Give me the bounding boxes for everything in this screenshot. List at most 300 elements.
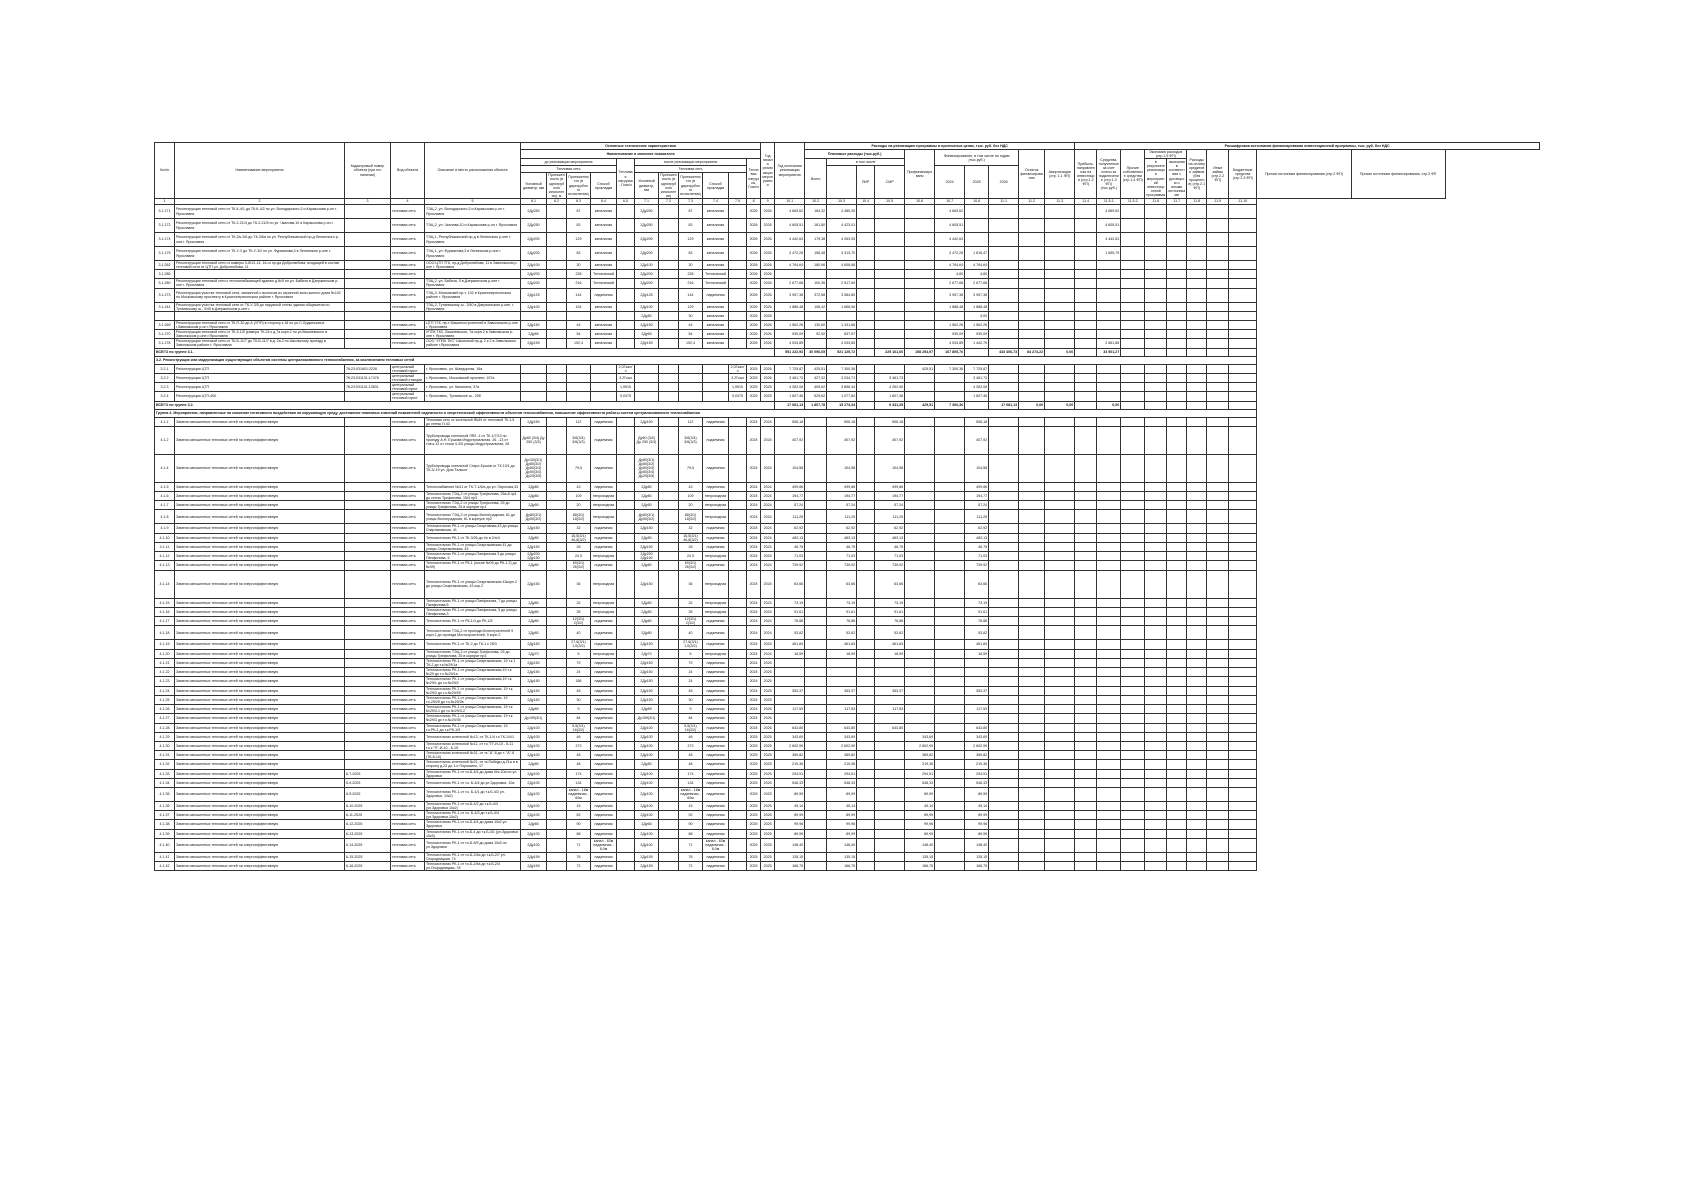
- table-cell: [1045, 247, 1075, 261]
- table-cell: [729, 607, 747, 616]
- table-cell: [1019, 364, 1045, 373]
- table-cell: [1229, 392, 1257, 401]
- table-cell: [989, 279, 1019, 288]
- table-cell: [1167, 862, 1187, 871]
- table-cell: Теплоисточник РК-1 от улицы Спартаковская, 19 т.к.№29/2 до т.к.№29/2б: [425, 686, 521, 695]
- table-cell: [805, 501, 827, 510]
- table-cell: [659, 561, 679, 570]
- group-total-value: [1075, 348, 1097, 356]
- table-cell: 89,99: [905, 787, 935, 801]
- table-cell: [1097, 570, 1121, 598]
- column-number: 11.4: [1075, 199, 1097, 205]
- table-cell: [1097, 330, 1121, 339]
- table-cell: тепловая сеть: [391, 741, 425, 750]
- table-cell: 2025: [747, 829, 761, 838]
- column-header: Прибыль, направленная на инвестиции (стр.1.2 ФП): [1075, 150, 1097, 199]
- table-cell: [857, 769, 875, 778]
- table-cell: Замена изношенных тепловых сетей на энергоэффективную: [175, 838, 345, 852]
- table-cell: 294,51: [905, 769, 935, 778]
- table-cell: [1229, 288, 1257, 302]
- table-cell: 2024: [747, 570, 761, 598]
- table-cell: 117,53: [827, 705, 857, 714]
- table-cell: 18,59: [775, 649, 805, 658]
- table-cell: 353,37: [965, 686, 989, 695]
- table-cell: 6-13-2025: [345, 829, 391, 838]
- table-cell: 57,24: [775, 501, 805, 510]
- table-cell: 76,88: [965, 617, 989, 626]
- table-cell: 3.1.280: [155, 279, 175, 288]
- table-cell: [1045, 649, 1075, 658]
- table-cell: [1207, 270, 1229, 279]
- table-cell: [617, 482, 635, 491]
- table-cell: 2025: [761, 852, 775, 861]
- table-cell: 30: [679, 311, 703, 320]
- table-cell: [1097, 373, 1121, 382]
- table-cell: [905, 658, 935, 667]
- table-cell: [1145, 640, 1167, 649]
- table-cell: [729, 302, 747, 311]
- table-cell: [1187, 598, 1207, 607]
- table-cell: [345, 501, 391, 510]
- table-cell: [989, 723, 1019, 732]
- table-cell: [345, 320, 391, 329]
- table-cell: [1145, 732, 1167, 741]
- table-cell: 2Ду89: [635, 705, 659, 714]
- table-cell: [1167, 302, 1187, 311]
- table-cell: надземная: [703, 778, 729, 787]
- table-cell: 4.1.41: [155, 852, 175, 861]
- table-cell: [1145, 829, 1167, 838]
- table-cell: [1229, 552, 1257, 561]
- column-header: [827, 166, 857, 199]
- table-cell: [805, 705, 827, 714]
- table-cell: 3.2.3: [155, 383, 175, 392]
- table-cell: [1229, 829, 1257, 838]
- table-cell: [905, 501, 935, 510]
- table-cell: Реконструкция тепловой сети от ТК-К-4/1 до ТК-К-4/2 по ул. Володарского,3 и Каракозова р-он г. Ярославля: [175, 205, 345, 219]
- table-cell: [345, 677, 391, 686]
- table-cell: [905, 705, 935, 714]
- table-cell: [935, 417, 965, 426]
- table-cell: [905, 598, 935, 607]
- table-cell: [547, 617, 567, 626]
- table-cell: канальная: [591, 205, 617, 219]
- table-cell: [345, 607, 391, 616]
- table-cell: [1207, 705, 1229, 714]
- table-cell: тепловая сеть: [391, 533, 425, 542]
- table-cell: [547, 501, 567, 510]
- table-cell: надземная: [703, 801, 729, 810]
- table-cell: [547, 751, 567, 760]
- table-cell: [1019, 552, 1045, 561]
- table-cell: [659, 510, 679, 524]
- table-cell: [1121, 426, 1145, 454]
- table-cell: [857, 279, 875, 288]
- table-cell: [1121, 838, 1145, 852]
- table-cell: надземная: [591, 852, 617, 861]
- table-cell: Замена изношенных тепловых сетей на энергоэффективную: [175, 426, 345, 454]
- table-cell: [805, 741, 827, 750]
- table-cell: 2024: [761, 598, 775, 607]
- table-cell: 2Ду80: [521, 598, 547, 607]
- table-cell: 2Ду150: [521, 640, 547, 649]
- table-cell: [1075, 570, 1097, 598]
- table-cell: 45,14: [965, 801, 989, 810]
- table-cell: [827, 658, 857, 667]
- table-cell: [1097, 760, 1121, 769]
- table-cell: Замена изношенных тепловых сетей на энергоэффективную: [175, 751, 345, 760]
- table-cell: [1229, 482, 1257, 491]
- table-cell: [1075, 302, 1097, 311]
- table-cell: 2Ду125: [635, 288, 659, 302]
- table-cell: центральный тепловой станции: [391, 373, 425, 382]
- table-cell: [1145, 778, 1167, 787]
- table-cell: [1019, 261, 1045, 270]
- table-cell: тепловая сеть: [391, 552, 425, 561]
- table-cell: Теплоисточник РК-1 от улицы Спартаковская,19 т.к.№29 до т.к.№29/1а: [425, 668, 521, 677]
- table-cell: 2026: [761, 330, 775, 339]
- table-cell: [905, 392, 935, 401]
- table-cell: канальная: [703, 311, 729, 320]
- table-cell: [1167, 261, 1187, 270]
- table-cell: 174: [679, 769, 703, 778]
- table-cell: 2025: [747, 364, 761, 373]
- table-cell: Замена изношенных тепловых сетей на энергоэффективную: [175, 626, 345, 640]
- table-cell: [989, 787, 1019, 801]
- table-cell: [659, 769, 679, 778]
- table-cell: 76,88: [875, 617, 905, 626]
- table-cell: Ду80(3/1) Ду50(3/2): [521, 510, 547, 524]
- table-cell: [659, 838, 679, 852]
- table-cell: 4 794,64: [935, 261, 965, 270]
- table-cell: [857, 524, 875, 533]
- table-cell: 62,92: [775, 524, 805, 533]
- table-cell: 2025: [747, 801, 761, 810]
- table-cell: 2Ду80: [635, 491, 659, 500]
- table-cell: [989, 598, 1019, 607]
- table-cell: канальная: [703, 219, 729, 233]
- table-cell: 4,00: [965, 311, 989, 320]
- table-cell: Теплоисточник РК-1 от улицы Спартаковская, 19 т.к.РК-1 до т.к.РК-1/9: [425, 723, 521, 732]
- table-cell: [659, 607, 679, 616]
- table-cell: [1019, 862, 1045, 871]
- table-cell: [905, 417, 935, 426]
- table-cell: 2024: [761, 482, 775, 491]
- table-cell: [989, 649, 1019, 658]
- table-cell: [1167, 570, 1187, 598]
- table-cell: [875, 320, 905, 329]
- table-cell: 4.1.39: [155, 829, 175, 838]
- column-number: 6.2: [547, 199, 567, 205]
- table-cell: [345, 233, 391, 247]
- table-cell: [1145, 364, 1167, 373]
- table-cell: канальная: [703, 233, 729, 247]
- table-cell: [1045, 598, 1075, 607]
- table-cell: 2Ду80: [521, 533, 547, 542]
- table-row: [155, 205, 1540, 219]
- table-cell: подземная: [591, 723, 617, 732]
- table-cell: [857, 417, 875, 426]
- table-cell: [935, 862, 965, 871]
- table-cell: 2026: [761, 270, 775, 279]
- table-cell: [1097, 649, 1121, 658]
- table-cell: 2,0Гкал/ч: [729, 364, 747, 373]
- table-cell: [857, 686, 875, 695]
- table-cell: 4.1.10: [155, 533, 175, 542]
- table-cell: [617, 417, 635, 426]
- table-cell: [659, 417, 679, 426]
- table-cell: [1145, 491, 1167, 500]
- table-cell: 837,57: [827, 330, 857, 339]
- column-number: 1: [155, 199, 175, 205]
- table-cell: [1097, 658, 1121, 667]
- table-row: [155, 320, 1540, 329]
- table-cell: 135,15: [827, 852, 857, 861]
- table-cell: Трубопроводы котельной ЛЯЗ -1 от ТК-1/7/13 по проезду А.Н. Ершова Индустриальная, 26. -13 от тов.к-12 от стоки 4-3/5 улицы Индустриальная, 26: [425, 426, 521, 454]
- table-cell: [775, 658, 805, 667]
- table-cell: [805, 552, 827, 561]
- table-cell: [729, 279, 747, 288]
- table-cell: [1097, 778, 1121, 787]
- table-cell: [547, 714, 567, 723]
- table-cell: 89,99: [827, 787, 857, 801]
- table-cell: 2Ду80: [635, 311, 659, 320]
- table-cell: [875, 787, 905, 801]
- group-total-value: 17 081,13: [989, 401, 1019, 409]
- table-cell: [827, 714, 857, 723]
- table-cell: 2Ду159: [635, 339, 659, 348]
- table-cell: 16,5(3/1) 46,8(3/2): [679, 533, 703, 542]
- table-cell: [989, 552, 1019, 561]
- table-cell: [345, 695, 391, 704]
- table-cell: ТЭЦ-2, ул. Володарского,3 и Каракозова р-он г. Ярославля: [425, 205, 521, 219]
- table-row: [155, 787, 1540, 801]
- table-cell: [1075, 219, 1097, 233]
- table-cell: [1045, 769, 1075, 778]
- table-cell: 2Ду159: [635, 862, 659, 871]
- column-header: Расшифровка источников финансирования инвестиционной программы, тыс. руб. без НДС: [1075, 143, 1540, 150]
- table-cell: 104,58: [775, 454, 805, 482]
- table-cell: [1121, 311, 1145, 320]
- table-cell: 9,0375: [617, 392, 635, 401]
- table-cell: 483,13: [965, 533, 989, 542]
- table-cell: 24: [679, 677, 703, 686]
- table-cell: Замена изношенных тепловых сетей на энергоэффективную: [175, 732, 345, 741]
- table-cell: [857, 510, 875, 524]
- table-cell: 83: [567, 219, 591, 233]
- table-cell: [729, 454, 747, 482]
- table-cell: 2024: [747, 426, 761, 454]
- table-cell: [805, 686, 827, 695]
- table-cell: 2024: [761, 640, 775, 649]
- table-cell: [1207, 510, 1229, 524]
- table-cell: [1229, 533, 1257, 542]
- table-cell: [729, 760, 747, 769]
- table-cell: [935, 607, 965, 616]
- table-cell: 135,15: [775, 852, 805, 861]
- table-cell: 46: [679, 751, 703, 760]
- table-cell: непроходная: [703, 570, 729, 598]
- table-cell: [1019, 714, 1045, 723]
- table-cell: [1167, 454, 1187, 482]
- table-cell: [617, 714, 635, 723]
- table-cell: [659, 383, 679, 392]
- table-cell: [1097, 364, 1121, 373]
- table-cell: [905, 270, 935, 279]
- table-row: [155, 852, 1540, 861]
- table-cell: 4 794,64: [775, 261, 805, 270]
- table-cell: 6-7-2025: [345, 769, 391, 778]
- table-cell: 4,80: [965, 270, 989, 279]
- table-cell: [659, 205, 679, 219]
- table-cell: 1 607,46: [775, 392, 805, 401]
- table-cell: [547, 686, 567, 695]
- column-header: 2025: [965, 166, 989, 199]
- table-cell: тепловая сеть: [391, 501, 425, 510]
- table-cell: [905, 491, 935, 500]
- table-cell: 4.1.27: [155, 714, 175, 723]
- table-cell: [805, 852, 827, 861]
- table-cell: [1145, 426, 1167, 454]
- table-cell: [617, 491, 635, 500]
- table-cell: 43: [679, 482, 703, 491]
- table-cell: 45: [679, 686, 703, 695]
- table-cell: 2024: [747, 686, 761, 695]
- header-row: [155, 143, 1540, 150]
- table-cell: [1019, 668, 1045, 677]
- column-header: Год окончания реализации мероприятия: [775, 143, 805, 199]
- table-cell: [729, 714, 747, 723]
- table-cell: [547, 233, 567, 247]
- table-cell: Замена изношенных тепловых сетей на энергоэффективную: [175, 658, 345, 667]
- table-cell: [425, 270, 521, 279]
- table-cell: 144: [679, 288, 703, 302]
- table-cell: [1045, 617, 1075, 626]
- table-cell: [679, 373, 703, 382]
- table-cell: 2025: [747, 373, 761, 382]
- table-cell: [617, 658, 635, 667]
- table-cell: 2Ду80: [635, 598, 659, 607]
- table-cell: 69(3/1) 26(3/2): [567, 561, 591, 570]
- table-cell: [1075, 778, 1097, 787]
- column-number: 10.5: [875, 199, 905, 205]
- table-cell: [729, 320, 747, 329]
- table-cell: 4,80: [935, 270, 965, 279]
- table-cell: г. Ярославль, Московский проспект, 157а: [425, 373, 521, 382]
- table-cell: 2025: [747, 838, 761, 852]
- column-header: экономия в соответствии с договором и иными источниками: [1168, 160, 1186, 198]
- table-cell: [547, 339, 567, 348]
- table-row: [155, 491, 1540, 500]
- table-cell: 91,61: [965, 607, 989, 616]
- column-header: Способ прокладки: [591, 173, 617, 199]
- table-cell: 68(3/1) 18(3/2): [679, 510, 703, 524]
- table-cell: [547, 288, 567, 302]
- column-header: №п/п: [155, 143, 175, 199]
- table-cell: 166,75: [775, 862, 805, 871]
- table-row: [155, 279, 1540, 288]
- table-cell: 6-9-2025: [345, 778, 391, 787]
- table-cell: 2025: [761, 751, 775, 760]
- group-total-value: 30 096,65: [805, 348, 827, 356]
- table-cell: [935, 561, 965, 570]
- table-cell: [905, 426, 935, 454]
- table-cell: [857, 270, 875, 279]
- table-cell: [1097, 852, 1121, 861]
- table-cell: 84: [679, 714, 703, 723]
- table-cell: 4.1.28: [155, 723, 175, 732]
- table-cell: 2024: [747, 524, 761, 533]
- table-cell: [1075, 751, 1097, 760]
- table-cell: [659, 778, 679, 787]
- table-cell: 2Ду250: [521, 205, 547, 219]
- table-cell: 3 957,38: [935, 288, 965, 302]
- table-cell: 57,24: [965, 501, 989, 510]
- table-cell: 134: [679, 778, 703, 787]
- table-cell: [1229, 723, 1257, 732]
- table-cell: [345, 686, 391, 695]
- table-cell: [827, 695, 857, 704]
- table-cell: Теплоисточник ТЭЦ-2 от улицы Трефилова, 25а-8 пр1 до стены Трефилова, 15/4 пр3: [425, 491, 521, 500]
- table-cell: 3.1.273: [155, 288, 175, 302]
- table-cell: Реконструкция тепловой сети от камеры 3-Ж12-14, 16-го пр-да Добролюбова, входящей в состав тепловой сети от ЦТП ул. Добролюбова, 11: [175, 261, 345, 270]
- table-cell: 2024: [761, 491, 775, 500]
- table-cell: 53,82: [827, 626, 857, 640]
- table-cell: подземная: [703, 723, 729, 732]
- table-cell: [1045, 658, 1075, 667]
- table-cell: [1121, 330, 1145, 339]
- table-cell: [345, 542, 391, 551]
- table-cell: подземная: [591, 524, 617, 533]
- table-cell: [729, 533, 747, 542]
- table-cell: [1229, 705, 1257, 714]
- table-cell: [729, 561, 747, 570]
- table-cell: [989, 838, 1019, 852]
- table-cell: [1097, 668, 1121, 677]
- table-cell: [617, 607, 635, 616]
- table-cell: [875, 270, 905, 279]
- table-cell: [905, 677, 935, 686]
- table-cell: [1121, 552, 1145, 561]
- table-cell: [857, 617, 875, 626]
- table-cell: надземная: [591, 820, 617, 829]
- table-cell: 2 517,69: [827, 279, 857, 288]
- table-cell: 144: [567, 288, 591, 302]
- table-cell: 2026: [761, 373, 775, 382]
- table-cell: [935, 491, 965, 500]
- table-cell: [617, 426, 635, 454]
- table-cell: 1 442,79: [965, 339, 989, 348]
- table-cell: тепловая сеть: [391, 769, 425, 778]
- table-cell: [805, 723, 827, 732]
- table-cell: [965, 695, 989, 704]
- table-row: [155, 769, 1540, 778]
- column-header: Финансирование, в том числе по годам (тыс.руб.): [935, 150, 1019, 166]
- table-cell: Теплоисточник РК-1 от улицы Панфилова 3 до улицы Панфилова, 5: [425, 552, 521, 561]
- table-cell: 506,18: [965, 417, 989, 426]
- table-cell: [729, 862, 747, 871]
- table-cell: [1207, 330, 1229, 339]
- column-number: 10.8: [965, 199, 989, 205]
- table-cell: [1121, 542, 1145, 551]
- table-cell: [1121, 454, 1145, 482]
- table-cell: [1121, 820, 1145, 829]
- table-cell: [345, 533, 391, 542]
- table-cell: [729, 261, 747, 270]
- table-cell: [1045, 829, 1075, 838]
- table-cell: [875, 852, 905, 861]
- table-cell: Реконструкция тепловой сети от ТК-2-21/4 до ТК-2-21/5 по ул. Чкалова,10 и Каракозова р-он г. Ярославля: [175, 219, 345, 233]
